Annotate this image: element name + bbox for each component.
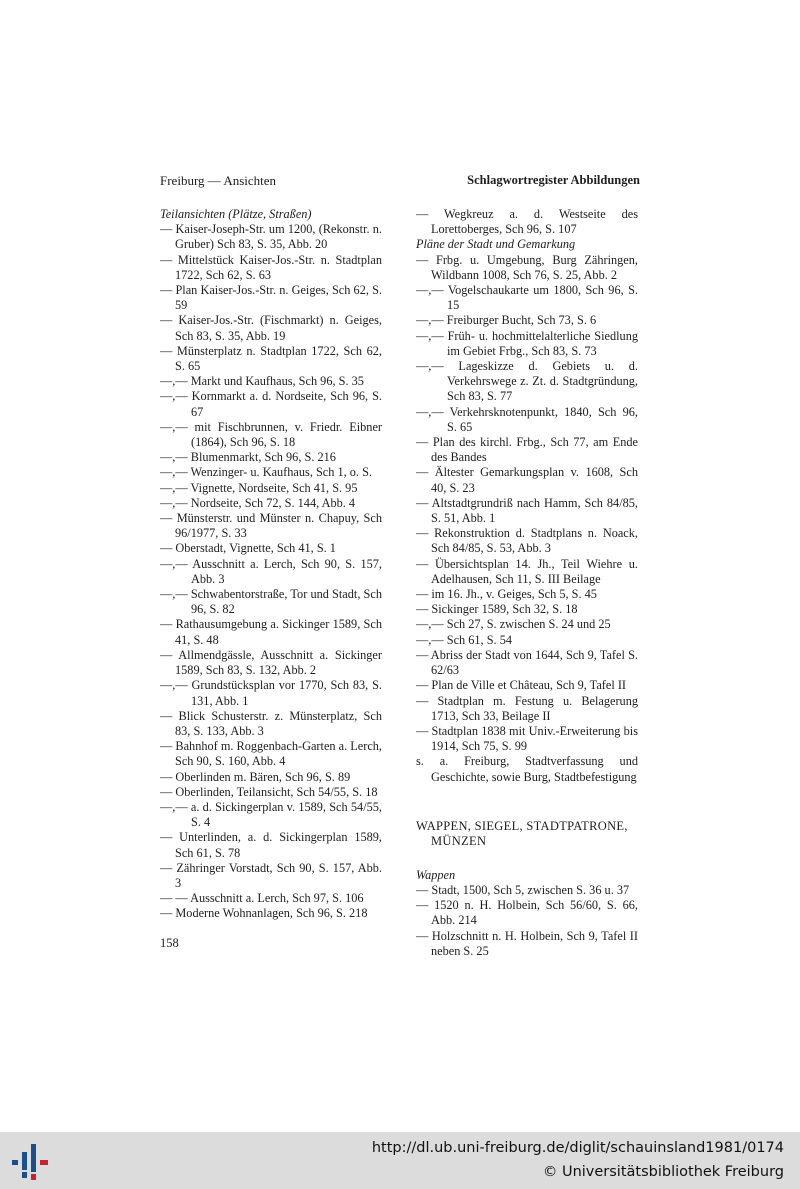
running-header-left: Freiburg — Ansichten <box>160 173 277 188</box>
index-entry: —,— Grundstücksplan vor 1770, Sch 83, S. 131, Abb. 1 <box>160 678 382 708</box>
index-entry: s. a. Freiburg, Stadtverfassung und Geschichte, sowie Burg, Stadtbefestigung <box>416 754 638 784</box>
copyright-notice: © Universitätsbibliothek Freiburg <box>542 1164 784 1180</box>
index-entry: —,— Vignette, Nordseite, Sch 41, S. 95 <box>160 480 358 495</box>
index-entry: — Bahnhof m. Roggenbach-Garten a. Lerch, Sch 90, S. 160, Abb. 4 <box>160 739 382 769</box>
index-entry: — Moderne Wohnanlagen, Sch 96, S. 218 <box>160 906 368 921</box>
index-entry: — Ältester Gemarkungsplan v. 1608, Sch 40, S. 23 <box>416 465 638 495</box>
viewer-footer <box>0 1132 800 1189</box>
index-entry: — Zähringer Vorstadt, Sch 90, S. 157, Abb. 3 <box>160 860 382 890</box>
index-entry: — Abriss der Stadt von 1644, Sch 9, Tafel S. 62/63 <box>416 647 638 678</box>
index-entry: — Plan des kirchl. Frbg., Sch 77, am Ende des Bandes <box>416 435 638 465</box>
index-entry: — Plan de Ville et Château, Sch 9, Tafel II <box>416 678 627 693</box>
index-entry: — Rathausumgebung a. Sickinger 1589, Sch 41, S. 48 <box>160 617 382 647</box>
index-entry: — Stadtplan m. Festung u. Belagerung 1713, Sch 33, Beilage II <box>416 693 638 723</box>
source-url[interactable]: http://dl.ub.uni-freiburg.de/diglit/schauinsland1981/0174 <box>371 1140 784 1156</box>
index-entry: — Oberstadt, Vignette, Sch 41, S. 1 <box>160 541 336 556</box>
index-entry: — Plan Kaiser-Jos.-Str. n. Geiges, Sch 62, S. 59 <box>160 283 382 313</box>
index-entry: —,— mit Fischbrunnen, v. Friedr. Eibner (1864), Sch 96, S. 18 <box>160 419 382 450</box>
index-entry: — Wegkreuz a. d. Westseite des Lorettoberges, Sch 96, S. 107 <box>416 207 638 237</box>
index-entry: — Allmendgässle, Ausschnitt a. Sickinger 1589, Sch 83, S. 132, Abb. 2 <box>160 647 382 678</box>
index-entry: —,— Lageskizze d. Gebiets u. d. Verkehrswege z. Zt. d. Stadtgründung, Sch 83, S. 77 <box>416 359 638 404</box>
right-column <box>416 207 638 959</box>
index-entry: — Mittelstück Kaiser-Jos.-Str. n. Stadtplan 1722, Sch 62, S. 63 <box>160 252 382 282</box>
index-entry: —,— Kornmarkt a. d. Nordseite, Sch 96, S. 67 <box>160 389 382 419</box>
index-entry: — Stadt, 1500, Sch 5, zwischen S. 36 u. 37 <box>416 882 630 897</box>
section-subheading: Pläne der Stadt und Gemarkung <box>416 237 576 252</box>
index-entry: — — Ausschnitt a. Lerch, Sch 97, S. 106 <box>160 891 364 906</box>
entry-list <box>416 883 638 959</box>
index-entry: —,— Ausschnitt a. Lerch, Sch 90, S. 157, Abb. 3 <box>160 556 382 586</box>
index-entry: —,— Schwabentorstraße, Tor und Stadt, Sch 96, S. 82 <box>160 587 382 617</box>
index-entry: —,— Wenzinger- u. Kaufhaus, Sch 1, o. S. <box>160 465 372 480</box>
index-entry: — Übersichtsplan 14. Jh., Teil Wiehre u. Adelhausen, Sch 11, S. III Beilage <box>416 556 638 586</box>
running-header-right: Schlagwortregister Abbildungen <box>467 173 640 187</box>
index-entry: — Blick Schusterstr. z. Münsterplatz, Sch 83, S. 133, Abb. 3 <box>160 708 382 738</box>
section-heading: WAPPEN, SIEGEL, STADTPATRONE, MÜNZEN <box>416 818 628 849</box>
section-subheading: Teilansichten (Plätze, Straßen) <box>160 207 312 221</box>
ub-freiburg-logo-icon <box>10 1138 54 1182</box>
index-entry: — 1520 n. H. Holbein, Sch 56/60, S. 66, Abb. 214 <box>416 898 638 928</box>
index-entry: — Kaiser-Joseph-Str. um 1200, (Rekonstr. n. Gruber) Sch 83, S. 35, Abb. 20 <box>160 222 382 252</box>
entry-list <box>160 222 382 921</box>
index-entry: — Oberlinden m. Bären, Sch 96, S. 89 <box>160 769 351 784</box>
entry-list <box>416 253 638 785</box>
index-entry: — Münsterstr. und Münster n. Chapuy, Sch 96/1977, S. 33 <box>160 511 382 541</box>
index-entry: — im 16. Jh., v. Geiges, Sch 5, S. 45 <box>416 587 597 602</box>
index-entry: — Kaiser-Jos.-Str. (Fischmarkt) n. Geiges, Sch 83, S. 35, Abb. 19 <box>160 313 382 343</box>
page-number: 158 <box>160 936 179 950</box>
index-entry: —,— a. d. Sickingerplan v. 1589, Sch 54/55, S. 4 <box>160 799 382 830</box>
index-entry: —,— Markt und Kaufhaus, Sch 96, S. 35 <box>160 374 364 389</box>
index-entry: —,— Blumenmarkt, Sch 96, S. 216 <box>160 450 336 465</box>
index-entry: —,— Sch 61, S. 54 <box>416 632 512 647</box>
index-entry: — Stadtplan 1838 mit Univ.-Erweiterung bis 1914, Sch 75, S. 99 <box>416 723 638 754</box>
index-entry: —,— Sch 27, S. zwischen S. 24 und 25 <box>416 617 611 632</box>
index-entry: — Frbg. u. Umgebung, Burg Zähringen, Wildbann 1008, Sch 76, S. 25, Abb. 2 <box>416 252 638 282</box>
entry-list <box>416 207 638 237</box>
index-entry: — Holzschnitt n. H. Holbein, Sch 9, Tafel II neben S. 25 <box>416 928 638 958</box>
index-entry: —,— Früh- u. hochmittelalterliche Siedlung im Gebiet Frbg., Sch 83, S. 73 <box>416 328 638 358</box>
index-entry: — Oberlinden, Teilansicht, Sch 54/55, S. 18 <box>160 784 378 799</box>
index-entry: — Unterlinden, a. d. Sickingerplan 1589, Sch 61, S. 78 <box>160 830 382 860</box>
index-entry: —,— Vogelschaukarte um 1800, Sch 96, S. 15 <box>416 283 638 313</box>
index-entry: —,— Verkehrsknotenpunkt, 1840, Sch 96, S. 65 <box>416 404 638 434</box>
index-entry: —,— Freiburger Bucht, Sch 73, S. 6 <box>416 313 597 328</box>
index-entry: — Rekonstruktion d. Stadtplans n. Noack, Sch 84/85, S. 53, Abb. 3 <box>416 526 638 556</box>
section-subheading: Wappen <box>416 867 456 882</box>
index-entry: — Altstadtgrundriß nach Hamm, Sch 84/85, S. 51, Abb. 1 <box>416 495 638 526</box>
left-column <box>160 207 382 922</box>
index-entry: — Münsterplatz n. Stadtplan 1722, Sch 62, S. 65 <box>160 343 382 374</box>
index-entry: —,— Nordseite, Sch 72, S. 144, Abb. 4 <box>160 495 356 510</box>
index-entry: — Sickinger 1589, Sch 32, S. 18 <box>416 602 578 617</box>
